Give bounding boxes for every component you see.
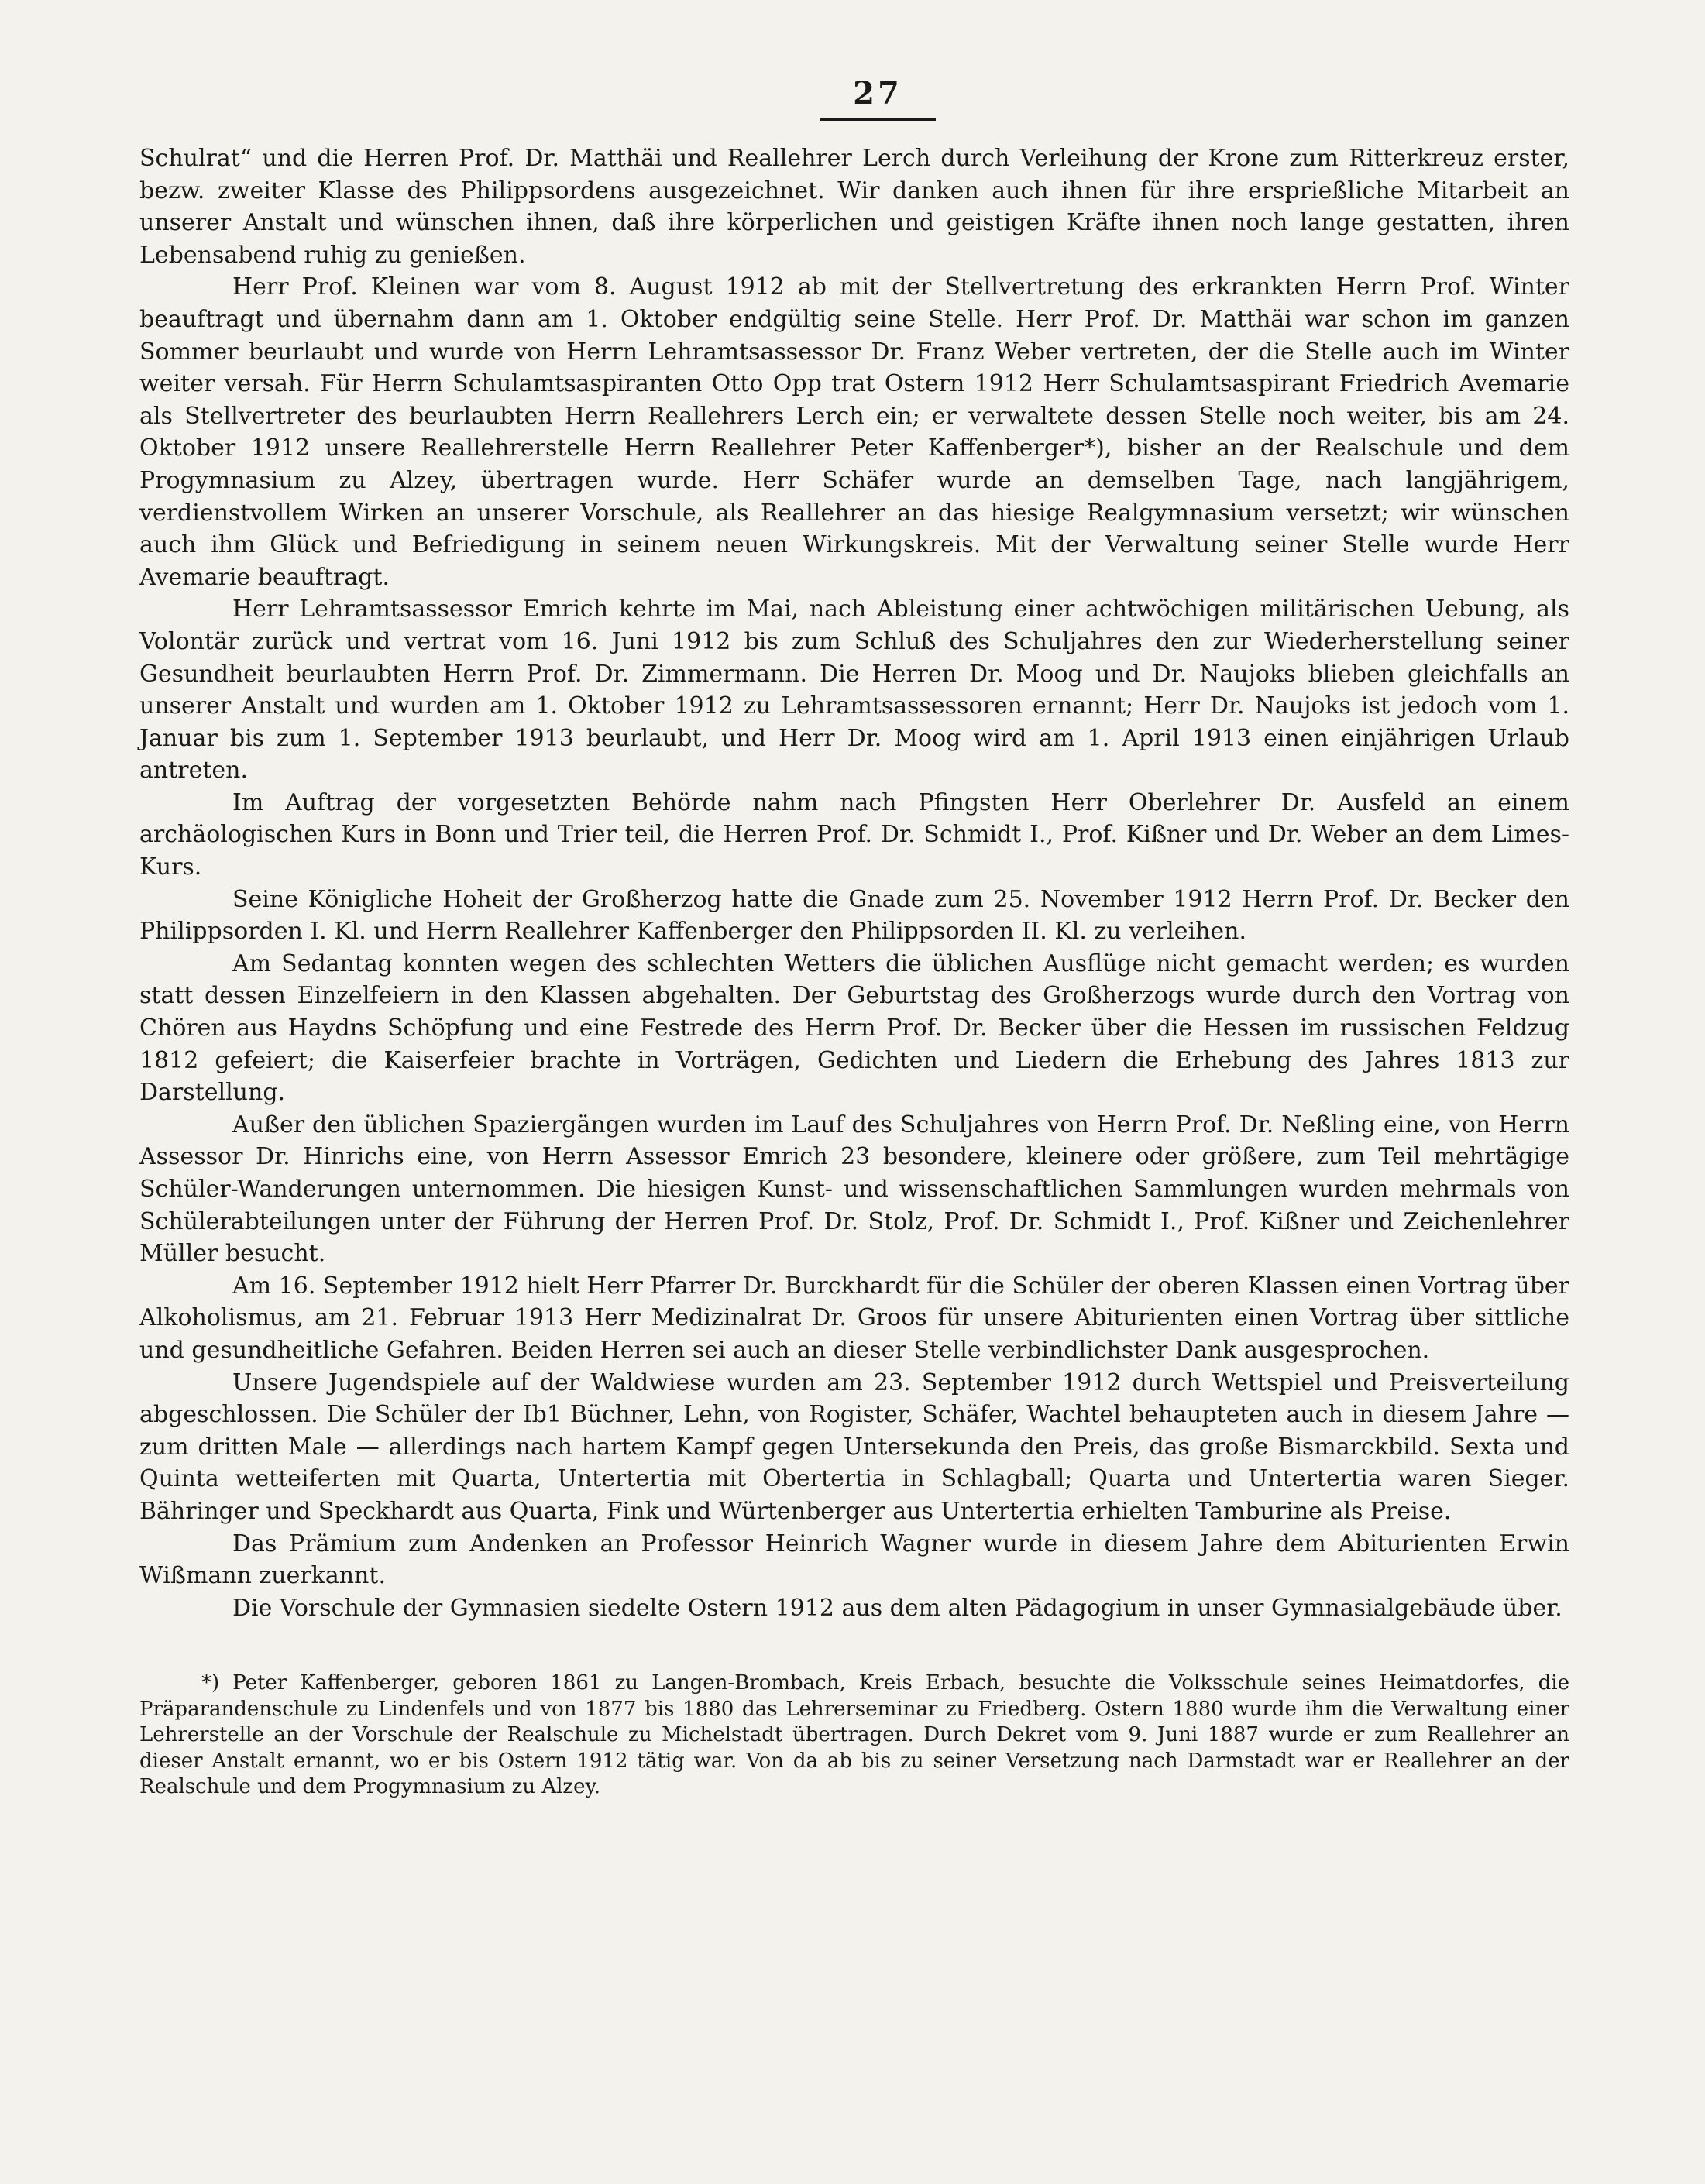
paragraph-3: Herr Lehramtsassessor Emrich kehrte im Mai, nach Ableistung einer achtwöchigen militärischen Uebung, als Volontär zurück und vertrat vom 16. Juni 1912 bis zum Schluß des Schuljahres den zur Wiederherstellung seiner Gesundheit beurlaubten Herrn Prof. Dr. Zimmermann. Die Herren Dr. Moog und Dr. Naujoks blieben gleichfalls an unserer Anstalt und wurden am 1. Oktober 1912 zu Lehramtsassessoren ernannt; Herr Dr. Naujoks ist jedoch vom 1. Januar bis zum 1. September 1913 beurlaubt, und Herr Dr. Moog wird am 1. April 1913 einen einjährigen Urlaub antreten. <box>139 596 1569 785</box>
page-number: 27 <box>853 75 902 112</box>
paragraph-5: Seine Königliche Hoheit der Großherzog hatte die Gnade zum 25. November 1912 Herrn Prof. Dr. Becker den Philippsorden I. Kl. und Herrn Reallehrer Kaffenberger den Philippsorden II. Kl. zu verleihen. <box>139 885 1569 946</box>
paragraph-4: Im Auftrag der vorgesetzten Behörde nahm nach Pfingsten Herr Oberlehrer Dr. Ausfeld an einem archäologischen Kurs in Bonn und Trier teil, die Herren Prof. Dr. Schmidt I., Prof. Kißner und Dr. Weber an dem Limes-Kurs. <box>139 788 1569 881</box>
paragraph-2: Herr Prof. Kleinen war vom 8. August 1912 ab mit der Stellvertretung des erkrankten Herrn Prof. Winter beauftragt und übernahm dann am 1. Oktober endgültig seine Stelle. Herr Prof. Dr. Matthäi war schon im ganzen Sommer beurlaubt und wurde von Herrn Lehramtsassessor Dr. Franz Weber vertreten, der die Stelle auch im Winter weiter versah. Für Herrn Schulamtsaspiranten Otto Opp trat Ostern 1912 Herr Schulamtsaspirant Friedrich Avemarie als Stellvertreter des beurlaubten Herrn Reallehrers Lerch ein; er verwaltete dessen Stelle noch weiter, bis am 24. Oktober 1912 unsere Reallehrerstelle Herrn Reallehrer Peter Kaffenberger*), bisher an der Realschule und dem Progymnasium zu Alzey, übertragen wurde. Herr Schäfer wurde an demselben Tage, nach langjährigem, verdienstvollem Wirken an unserer Vorschule, als Reallehrer an das hiesige Realgymnasium versetzt; wir wünschen auch ihm Glück und Befriedigung in seinem neuen Wirkungskreis. Mit der Verwaltung seiner Stelle wurde Herr Avemarie beauftragt. <box>139 273 1569 591</box>
paragraph-6: Am Sedantag konnten wegen des schlechten Wetters die üblichen Ausflüge nicht gemacht werden; es wurden statt dessen Einzelfeiern in den Klassen abgehalten. Der Geburtstag des Großherzogs wurde durch den Vortrag von Chören aus Haydns Schöpfung und eine Festrede des Herrn Prof. Dr. Becker über die Hessen im russischen Feldzug 1812 gefeiert; die Kaiserfeier brachte in Vorträgen, Gedichten und Liedern die Erhebung des Jahres 1813 zur Darstellung. <box>139 949 1569 1107</box>
body-text <box>139 143 1569 1624</box>
footnote <box>139 1671 1569 1800</box>
paragraph-11: Die Vorschule der Gymnasien siedelte Ostern 1912 aus dem alten Pädagogium in unser Gymnasialgebäude über. <box>232 1594 1562 1622</box>
paragraph-9: Unsere Jugendspiele auf der Waldwiese wurden am 23. September 1912 durch Wettspiel und Preisverteilung abgeschlossen. Die Schüler der Ib1 Büchner, Lehn, von Rogister, Schäfer, Wachtel behaupteten auch in diesem Jahre — zum dritten Male — allerdings nach hartem Kampf gegen Untersekunda den Preis, das große Bismarckbild. Sexta und Quinta wetteiferten mit Quarta, Untertertia mit Obertertia in Schlagball; Quarta und Untertertia waren Sieger. Bähringer und Speckhardt aus Quarta, Fink und Würtenberger aus Untertertia erhielten Tamburine als Preise. <box>139 1368 1569 1525</box>
paragraph-7: Außer den üblichen Spaziergängen wurden im Lauf des Schuljahres von Herrn Prof. Dr. Neßling eine, von Herrn Assessor Dr. Hinrichs eine, von Herrn Assessor Emrich 23 besondere, kleinere oder größere, zum Teil mehrtägige Schüler-Wanderungen unternommen. Die hiesigen Kunst- und wissenschaftlichen Sammlungen wurden mehrmals von Schülerabteilungen unter der Führung der Herren Prof. Dr. Stolz, Prof. Dr. Schmidt I., Prof. Kißner und Zeichenlehrer Müller besucht. <box>139 1111 1569 1268</box>
paragraph-8: Am 16. September 1912 hielt Herr Pfarrer Dr. Burckhardt für die Schüler der oberen Klassen einen Vortrag über Alkoholismus, am 21. Februar 1913 Herr Medizinalrat Dr. Groos für unsere Abiturienten einen Vortrag über sittliche und gesundheitliche Gefahren. Beiden Herren sei auch an dieser Stelle verbindlichster Dank ausgesprochen. <box>139 1272 1570 1364</box>
paragraph-1: Schulrat“ und die Herren Prof. Dr. Matthäi und Reallehrer Lerch durch Verleihung der Krone zum Ritterkreuz erster, bezw. zweiter Klasse des Philippsordens ausgezeichnet. Wir danken auch ihnen für ihre ersprießliche Mitarbeit an unserer Anstalt und wünschen ihnen, daß ihre körperlichen und geistigen Kräfte ihnen noch lange gestatten, ihren Lebensabend ruhig zu genießen. <box>139 145 1569 269</box>
page-number-underline <box>820 118 936 121</box>
footnote-text: *) Peter Kaffenberger, geboren 1861 zu Langen-Brombach, Kreis Erbach, besuchte die Volksschule seines Heimatdorfes, die Präparandenschule zu Lindenfels und von 1877 bis 1880 das Lehrerseminar zu Friedberg. Ostern 1880 wurde ihm die Verwaltung einer Lehrerstelle an der Vorschule der Realschule zu Michelstadt übertragen. Durch Dekret vom 9. Juni 1887 wurde er zum Reallehrer an dieser Anstalt ernannt, wo er bis Ostern 1912 tätig war. Von da ab bis zu seiner Versetzung nach Darmstadt war er Reallehrer an der Realschule und dem Progymnasium zu Alzey. <box>139 1671 1569 1798</box>
paragraph-10: Das Prämium zum Andenken an Professor Heinrich Wagner wurde in diesem Jahre dem Abiturienten Erwin Wißmann zuerkannt. <box>139 1530 1569 1590</box>
